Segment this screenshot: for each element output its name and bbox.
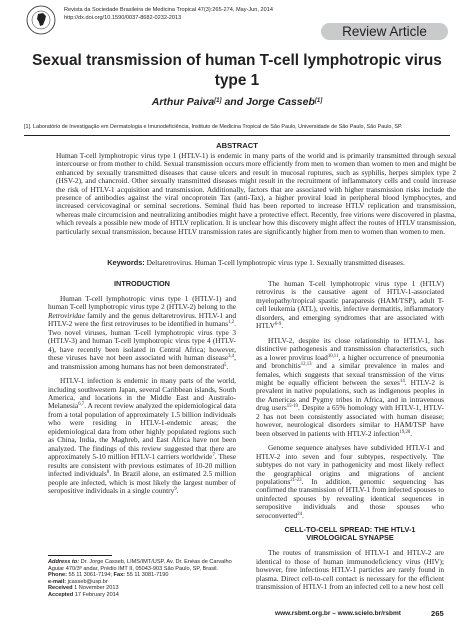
left-column (48, 280, 236, 501)
citation: 6-9 (274, 322, 282, 328)
accepted-date: Accepted 17 February 2014 (48, 591, 119, 598)
email-link[interactable]: jcasseb@usp.br (67, 578, 108, 585)
received-date: Received 1 November 2013 (48, 585, 119, 592)
author-line (30, 96, 444, 108)
address: Address to: Dr. Jorge Casseb, LIMS/IMT/USP, Av. Dr. Enéas de Carvalho Aguiar 470/3º andar, Prédio IMT II, 05043-903 São Paulo, SP, Brasil. (48, 559, 232, 572)
right-column (256, 280, 444, 598)
journal-citation (64, 6, 273, 22)
affiliation-marker: [1] (214, 98, 222, 104)
correspondence-block (48, 559, 236, 599)
journal-logo (26, 5, 56, 35)
affiliation-marker: [1] (314, 98, 323, 104)
paragraph: HTLV-2, despite its close relationship to HTLV-1, has distinctive pathogenesis and transmission characteristics, such as a lower provirus load$^{10,11}$, a higher occurrence of pneumonia and bronchitis$^{12,13}$ and a similar prevalence in males and females, which suggests that sexual transmission of the virus might be equally efficient between the sexes$^{14}$. HTLV-2 is prevalent in native populations, such as indigenous peoples in the Americas and Pygmy tribes in Africa, and in intravenous drug users$^{15-19}$. Despite a 65% homology with HTLV-1, HTLV-2 has not been consistently associated with human disease; however, neurological disorders similar to HAM/TSP have been observed in patients with HTLV-2 infection$^{19,20}$. (256, 335, 445, 438)
citation: 24 (297, 511, 302, 517)
citation: 14 (399, 378, 405, 384)
paragraph: The routes of transmission of HTLV-1 and HTLV-2 are identical to those of human immunodeficiency virus (HIV); however, free infectious HTLV-1 particles are rarely found in plasma. Direct cell-to-cell contact is necessary for the efficient transmission of HTLV-1 from an infected cell to a new host cell (256, 548, 444, 592)
citation: 12,13 (300, 362, 312, 368)
journal-line1: Revista da Sociedade Brasileira de Medicina Tropical 47(3):265-274, May-Jun, 2014 (64, 7, 273, 13)
article-title: Sexual transmission of human T-cell lymphotropic virus type 1 (32, 52, 442, 89)
divider (48, 555, 112, 556)
page-number: 265 (431, 609, 444, 618)
author-name: Jorge Casseb (246, 96, 315, 108)
citation: 19,20 (399, 429, 411, 435)
email: e-mail: jcasseb@usp.br (48, 578, 108, 585)
phone-fax: Phone: 55 11 3061-7194; Fax: 55 11 3081-7190 (48, 572, 169, 579)
article-type-badge: Review Article (321, 23, 448, 40)
citation: 7 (212, 453, 215, 459)
citation: 5 (224, 362, 227, 368)
citation: 10,11 (327, 353, 339, 359)
author-conjunction: and (224, 96, 244, 108)
section-heading: INTRODUCTION (114, 279, 170, 288)
affiliation: [1]. Laboratório de Investigação em Dermatologia e Imunodeficiência, Instituto de Medicina Tropical de São Paulo, Universidade de São Paulo, São Paulo, SP. (24, 124, 403, 130)
citation: 6,7 (78, 402, 85, 408)
keywords (56, 258, 456, 267)
paragraph: The human T-cell lymphotropic virus type 1 (HTLV) retrovirus is the causative agent of HTLV-1-associated myelopathy/tropical spastic paraparesis (HAM/TSP), adult T-cell leukemia (ATL), uveitis, infective dermatitis, inflammatory disorders, and emerging syndromes that are associated with HTLV$^{6-9}$. (256, 279, 444, 331)
divider (24, 135, 450, 136)
abstract-text: Human T-cell lymphotropic virus type 1 (HTLV-1) is endemic in many parts of the world and is primarily transmitted through sexual intercourse or from mother to child. Sexual transmission occurs more efficiently from men to women than women to men and might be enhanced by sexually transmitted diseases that cause ulcers and result in mucosal ruptures, such as syphilis, herpes simplex type 2 (HSV-2), and chancroid. Other sexually transmitted diseases might result in the recruitment of inflammatory cells and could increase the risk of HTLV-1 acquisition and transmission. Additionally, factors that are associated with higher transmission risks include the presence of antibodies against the viral oncoprotein Tax (anti-Tax), a higher proviral load in peripheral blood lymphocytes, and increased cervicovaginal or seminal secretions. Seminal fluid has been reported to increase HTLV replication and transmission, whereas male circumcision and neutralizing antibodies might have a protective effect. Recently, free virions were discovered in plasma, which reveals a possible new mode of HTLV replication. It is unclear how this discovery might affect the routes of HTLV transmission, particularly sexual transmission, because HTLV transmission rates are significantly higher from men to women than women to men. (56, 151, 456, 236)
citation: 8 (106, 470, 110, 476)
author-name: Arthur Paiva (151, 96, 215, 108)
citation: 9 (174, 486, 177, 492)
paragraph: HTLV-1 infection is endemic in many parts of the world, including southwestern Japan, several Caribbean islands, South America, and locations in the Middle East and Australo-Melanesia$^{6,7}$. A recent review analyzed the epidemiological data from a total population of approximately 1.5 billion individuals who were residing in HTLV-1-endemic areas; the epidemiological data from other highly populated regions such as China, India, the Maghreb, and East Africa have not been analyzed. The findings of this review suggested that there are approximately 5-10 million HTLV-1 carriers worldwide$^7$. These results are consistent with previous estimates of 10-20 million infected individuals$^8$. In Brazil alone, an estimated 2.5 million people are infected, which is most likely the largest number of seropositive individuals in a single country$^9$. (48, 376, 236, 495)
keywords-text: Deltaretrovirus. Human T-cell lymphotropic virus type 1. Sexually transmitted diseases. (146, 258, 405, 267)
section-heading: CELL-TO-CELL SPREAD: THE HTLV-1 VIROLOGICAL SYNAPSE (284, 525, 416, 543)
citation: 3,4 (228, 354, 235, 360)
citation: 1,2 (228, 320, 235, 326)
paragraph: Human T-cell lymphotropic virus type 1 (HTLV-1) and human T-cell lymphotropic virus type 2 (HTLV-2) belong to the Retroviridae family and the genus deltaretrovirus. HTLV-1 and HTLV-2 were the first retroviruses to be identified in humans$^{1,2}$. Two novel viruses, human T-cell lymphotropic virus type 3 (HTLV-3) and human T-cell lymphotropic virus type 4 (HTLV-4), have recently been isolated in Central Africa; however, these viruses have not been associated with human disease$^{3,4}$, and transmission among humans has not been demonstrated$^5$. (48, 294, 236, 371)
citation: 21-23 (290, 477, 302, 483)
doi-link[interactable]: http://dx.doi.org/10.1590/0037-8682-0232-2013 (64, 15, 182, 21)
footer-urls[interactable]: www.rsbmt.org.br – www.scielo.br/rsbmt (275, 610, 401, 617)
keywords-label: Keywords: (107, 258, 145, 267)
abstract-heading: ABSTRACT (216, 141, 258, 150)
citation: 15-19 (286, 404, 298, 410)
paragraph: Genome sequence analyses have subdivided HTLV-1 and HTLV-2 into seven and four subtypes, respectively. The subtypes do not vary in pathogenicity and most likely reflect the geographical origins and migrations of ancient populations$^{21-23}$. In addition, genomic sequencing has confirmed the transmission of HTLV-1 from infected spouses to uninfected spouses by revealing identical sequences in seropositive individuals and those spouses who seroconverted$^{24}$. (256, 443, 444, 520)
